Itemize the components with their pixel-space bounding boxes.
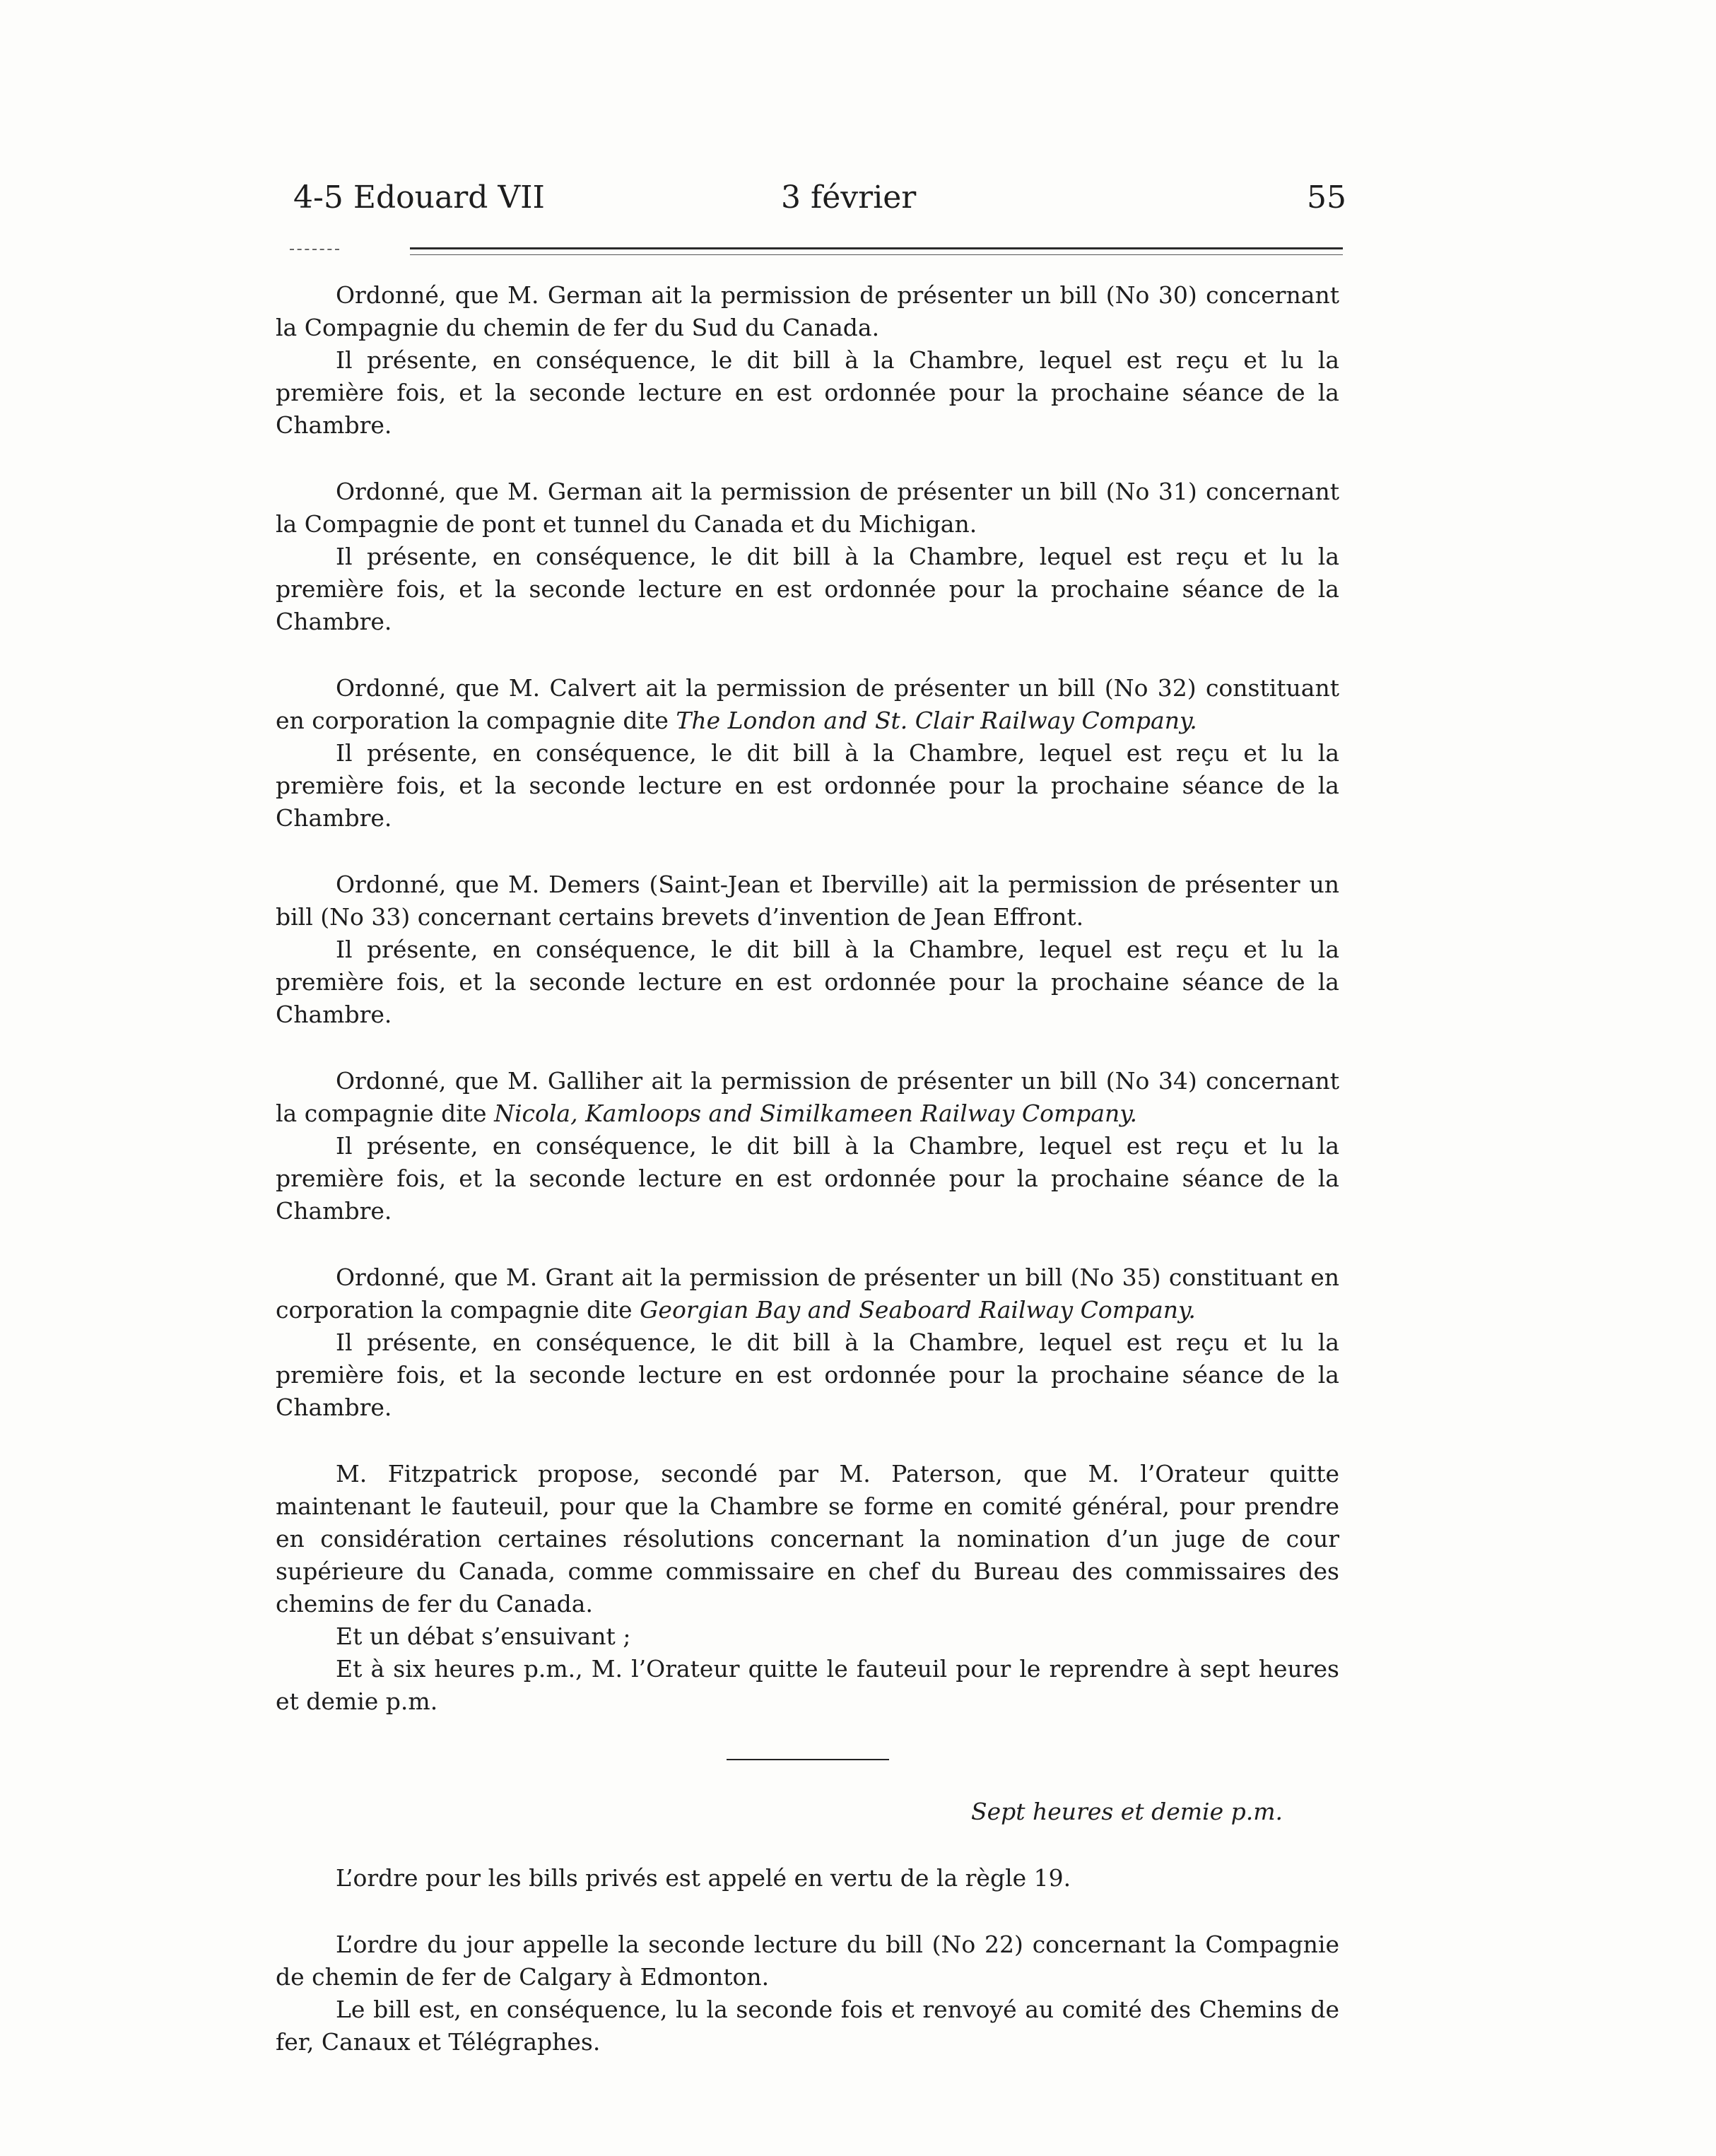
entry-order: Ordonné, que M. German ait la permission de présenter un bill (No 30) concernant la Compagnie du chemin de fer du Sud du Canada.	[276, 281, 1339, 341]
header-regnal-year: 4-5 Edouard VII	[293, 179, 545, 216]
private-bills-order: L’ordre pour les bills privés est appelé en vertu de la règle 19.	[336, 1864, 1071, 1892]
entry-result: Il présente, en conséquence, le dit bill à la Chambre, lequel est reçu et lu la première fois, et la seconde lecture en est ordonnée pour la prochaine séance de la Chambre.	[276, 543, 1339, 635]
header-rule	[410, 247, 1343, 249]
entry-order-text: Ordonné, que M. Calvert ait la permission de présenter un bill (No 32) constituant en corporation la compagnie dite	[276, 674, 1339, 734]
entry-order-text: Ordonné, que M. Galliher ait la permission de présenter un bill (No 34) concernant la compagnie dite	[276, 1067, 1339, 1127]
private-bills-entry	[276, 1862, 1339, 1895]
entry-bill-34	[276, 1065, 1339, 1227]
entry-order	[276, 1261, 1339, 1326]
motion-entry	[276, 1458, 1339, 1718]
entry-order	[276, 1065, 1339, 1130]
company-name: Georgian Bay and Seaboard Railway Company.	[640, 1296, 1196, 1324]
entry-order: Ordonné, que M. Demers (Saint-Jean et Iberville) ait la permission de présenter un bill (No 33) concernant certains brevets d’invention de Jean Effront.	[276, 871, 1339, 931]
bill-22-entry	[276, 1928, 1339, 2058]
entry-order-text: Ordonné, que M. Grant ait la permission de présenter un bill (No 35) constituant en corporation la compagnie dite	[276, 1263, 1339, 1324]
motion-adjournment: Et à six heures p.m., M. l’Orateur quitte le fauteuil pour le reprendre à sept heures et demie p.m.	[276, 1655, 1339, 1715]
company-name: Nicola, Kamloops and Similkameen Railway Company.	[494, 1100, 1138, 1127]
section-separator	[727, 1759, 889, 1760]
entry-bill-35	[276, 1261, 1339, 1424]
entry-bill-30	[276, 279, 1339, 442]
page-number: 55	[1307, 179, 1346, 216]
entry-result: Il présente, en conséquence, le dit bill à la Chambre, lequel est reçu et lu la première fois, et la seconde lecture en est ordonnée pour la prochaine séance de la Chambre.	[276, 346, 1339, 439]
entry-result: Il présente, en conséquence, le dit bill à la Chambre, lequel est reçu et lu la première fois, et la seconde lecture en est ordonnée pour la prochaine séance de la Chambre.	[276, 739, 1339, 832]
entry-result: Il présente, en conséquence, le dit bill à la Chambre, lequel est reçu et lu la première fois, et la seconde lecture en est ordonnée pour la prochaine séance de la Chambre.	[276, 1329, 1339, 1421]
entry-bill-31	[276, 476, 1339, 638]
page-body	[276, 279, 1339, 2092]
motion-text: M. Fitzpatrick propose, secondé par M. Paterson, que M. l’Orateur quitte maintenant le fauteuil, pour que la Chambre se forme en comité général, pour prendre en considération certaines résolutions concernant la nomination d’un juge de cour supérieure du Canada, comme commissaire en chef du Bureau des commissaires des chemins de fer du Canada.	[276, 1460, 1339, 1618]
entry-order	[276, 672, 1339, 737]
header-date: 3 février	[781, 179, 917, 216]
entry-bill-32	[276, 672, 1339, 835]
entry-result: Il présente, en conséquence, le dit bill à la Chambre, lequel est reçu et lu la première fois, et la seconde lecture en est ordonnée pour la prochaine séance de la Chambre.	[276, 1132, 1339, 1225]
entry-result: Il présente, en conséquence, le dit bill à la Chambre, lequel est reçu et lu la première fois, et la seconde lecture en est ordonnée pour la prochaine séance de la Chambre.	[276, 936, 1339, 1028]
company-name: The London and St. Clair Railway Company.	[676, 707, 1197, 734]
header-dash-rule	[290, 249, 339, 250]
evening-sitting-time: Sept heures et demie p.m.	[971, 1798, 1283, 1825]
entry-order: Ordonné, que M. German ait la permission de présenter un bill (No 31) concernant la Compagnie de pont et tunnel du Canada et du Michigan.	[276, 478, 1339, 538]
entry-bill-33	[276, 868, 1339, 1031]
bill-22-result: Le bill est, en conséquence, lu la seconde fois et renvoyé au comité des Chemins de fer, Canaux et Télégraphes.	[276, 1996, 1339, 2056]
bill-22-order: L’ordre du jour appelle la seconde lecture du bill (No 22) concernant la Compagnie de chemin de fer de Calgary à Edmonton.	[276, 1931, 1339, 1991]
header-rule-thin	[410, 254, 1343, 255]
page-header	[286, 173, 1346, 223]
motion-debate: Et un débat s’ensuivant ;	[336, 1622, 631, 1650]
